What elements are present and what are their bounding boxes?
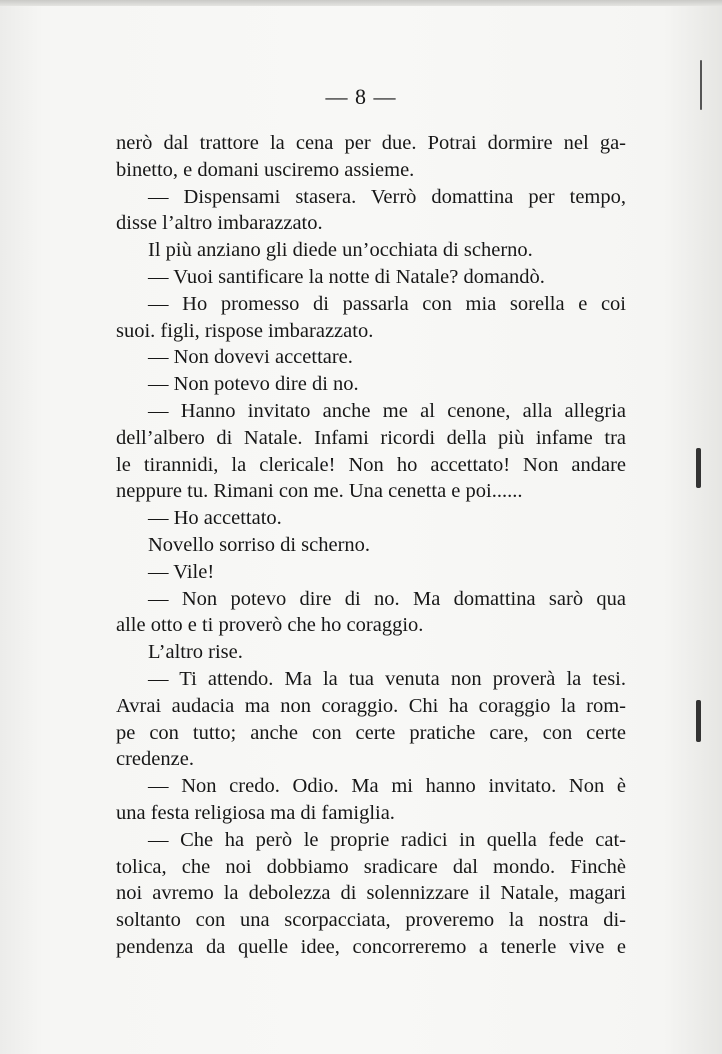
text-line: — Non potevo dire di no. — [148, 373, 359, 396]
text-line: suoi. figli, rispose imbarazzato. — [116, 319, 374, 342]
text-line: — Non potevo dire di no. Ma domattina sarò qua — [148, 587, 626, 610]
text-line: — Dispensami stasera. Verrò domattina per tempo, — [148, 185, 626, 208]
text-line: Novello sorriso di scherno. — [148, 533, 371, 556]
text-line: pendenza da quelle idee, concorreremo a tenerle vive e — [116, 935, 626, 958]
text-line: tolica, che noi dobbiamo sradicare dal mondo. Finchè — [116, 855, 626, 878]
text-line: soltanto con una scorpacciata, proveremo la nostra di- — [116, 909, 626, 932]
text-line: Il più anziano gli diede un’occhiata di scherno. — [148, 239, 533, 262]
text-line: — Vuoi santificare la notte di Natale? domandò. — [148, 265, 545, 288]
text-line: pe con tutto; anche con certe pratiche care, con certe — [116, 721, 626, 744]
text-line: L’altro rise. — [148, 641, 243, 664]
text-line: disse l’altro imbarazzato. — [116, 212, 323, 235]
body-text — [116, 130, 626, 961]
text-line: binetto, e domani usciremo assieme. — [116, 158, 415, 181]
binding-marks — [692, 60, 714, 1020]
text-line: nerò dal trattore la cena per due. Potrai dormire nel ga- — [116, 132, 626, 154]
binding-mark-lower — [696, 700, 701, 742]
text-line: noi avremo la debolezza di solennizzare il Natale, magari — [116, 882, 626, 905]
text-line: — Ho promesso di passarla con mia sorella e coi — [148, 292, 626, 315]
text-line: le tirannidi, la clericale! Non ho accettato! Non andare — [116, 453, 626, 476]
binding-mark-middle — [696, 448, 701, 488]
text-line: — Che ha però le proprie radici in quella fede cat- — [148, 828, 626, 851]
text-line: dell’albero di Natale. Infami ricordi della più infame tra — [116, 426, 626, 449]
text-line: — Vile! — [148, 560, 215, 583]
text-line: Avrai audacia ma non coraggio. Chi ha coraggio la rom- — [116, 694, 626, 717]
text-line: — Hanno invitato anche me al cenone, alla allegria — [148, 399, 626, 422]
text-line: — Non credo. Odio. Ma mi hanno invitato. Non è — [148, 775, 626, 798]
text-line: una festa religiosa ma di famiglia. — [116, 801, 395, 824]
page-number: — 8 — — [325, 84, 397, 109]
text-line: — Non dovevi accettare. — [148, 346, 353, 369]
page-top-edge — [0, 0, 722, 6]
binding-mark-top — [700, 60, 702, 110]
text-line: credenze. — [116, 748, 194, 771]
text-line: — Ho accettato. — [148, 507, 282, 530]
text-line: neppure tu. Rimani con me. Una cenetta e poi...... — [116, 480, 523, 503]
text-line: — Ti attendo. Ma la tua venuta non proverà la tesi. — [148, 667, 626, 690]
text-line: alle otto e ti proverò che ho coraggio. — [116, 614, 424, 637]
